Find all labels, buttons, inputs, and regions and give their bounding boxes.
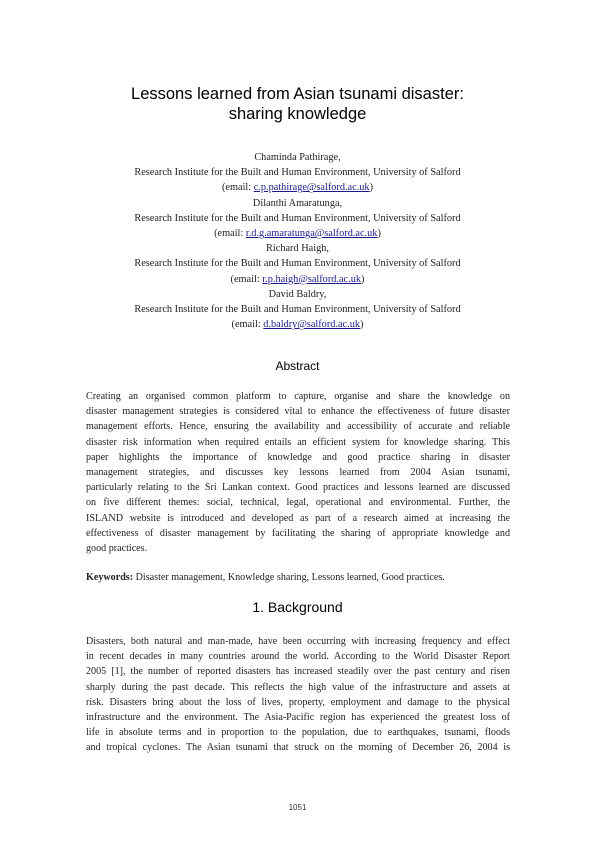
- author-name: Chaminda Pathirage,: [254, 152, 341, 163]
- paper-title: [60, 84, 535, 124]
- author-affiliation: Research Institute for the Built and Human Environment, University of Salford: [134, 304, 461, 316]
- email-prefix: (email:: [214, 228, 246, 240]
- author-affiliation: Research Institute for the Built and Human Environment, University of Salford: [134, 212, 461, 224]
- email-suffix: ): [369, 182, 374, 194]
- email-prefix: (email:: [230, 273, 263, 285]
- author-entry: [60, 241, 535, 287]
- abstract-line: ISLAND website is introduced and developed as part of a research aimed at increasing the: [86, 512, 510, 524]
- author-block: [60, 150, 535, 332]
- author-email-link[interactable]: c.p.pathirage@salford.ac.uk: [253, 182, 370, 194]
- background-line: Disasters, both natural and man-made, have been occurring with increasing frequency and effect: [86, 636, 510, 647]
- page-number: 1051: [288, 803, 307, 812]
- abstract-line: disaster management strategies is considered vital to enhance the effectiveness of future disaster: [86, 406, 510, 418]
- email-prefix: (email:: [221, 182, 254, 194]
- email-suffix: ): [377, 228, 381, 240]
- author-email-link[interactable]: d.baldry@salford.ac.uk: [263, 319, 360, 331]
- background-line: sharply during the past decade. This reflects the high value of the infrastructure and assets at: [86, 681, 510, 693]
- author-email-line: [60, 180, 535, 195]
- author-name: Dilanthi Amaratunga,: [252, 197, 343, 209]
- abstract-line: management efforts. Hence, ensuring the availability and accessibility of accurate and reliable: [86, 421, 510, 433]
- background-line: infrastructure and the environment. The Asia-Pacific region has experienced the greatest loss of: [86, 712, 510, 724]
- author-entry: [60, 150, 535, 196]
- author-entry: [60, 287, 535, 333]
- background-line: risk. Disasters bring about the loss of lives, property, employment and damage to the physical: [86, 696, 510, 708]
- abstract-line: good practices.: [86, 543, 148, 555]
- email-suffix: ): [361, 273, 365, 285]
- author-affiliation: Research Institute for the Built and Human Environment, University of Salford: [134, 167, 461, 179]
- author-email-line: [60, 226, 535, 241]
- author-entry: [60, 196, 535, 242]
- author-email-link[interactable]: r.p.haigh@salford.ac.uk: [262, 273, 361, 285]
- abstract-line: management strategies, and discusses key lessons learned from 2004 Asian tsunami,: [86, 467, 510, 479]
- email-suffix: ): [360, 319, 364, 331]
- abstract-line: paper highlights the importance of knowledge and good practice sharing in disaster: [86, 451, 510, 463]
- author-email-link[interactable]: r.d.g.amaratunga@salford.ac.uk: [245, 228, 378, 240]
- title-line-2: sharing knowledge: [228, 105, 367, 123]
- author-affiliation: Research Institute for the Built and Human Environment, University of Salford: [134, 258, 461, 270]
- abstract-heading: Abstract: [275, 359, 320, 373]
- background-line: and tropical cyclones. The Asian tsunami that struck on the morning of December 26, 2004 is: [86, 742, 510, 754]
- section-heading-background: 1. Background: [252, 599, 343, 615]
- background-line: 2005 [1], the number of reported disasters has increased steadily over the past century and risen: [86, 666, 510, 678]
- abstract-line: on five different themes: social, technical, legal, operational and environmental. Further, the: [86, 497, 510, 509]
- title-line-1: Lessons learned from Asian tsunami disaster:: [131, 85, 464, 103]
- abstract-line: disaster risk information when required entails an efficient system for knowledge sharing. This: [86, 436, 510, 448]
- background-body: [86, 634, 510, 756]
- abstract-line: Creating an organised common platform to capture, organise and share the knowledge on: [86, 391, 510, 402]
- keywords-text: Disaster management, Knowledge sharing, Lessons learned, Good practices.: [133, 572, 445, 583]
- author-name: David Baldry,: [268, 288, 327, 300]
- email-prefix: (email:: [231, 319, 264, 331]
- keywords-line: [86, 570, 510, 585]
- author-email-line: [60, 317, 535, 332]
- background-line: in recent decades in many countries around the world. According to the World Disaster Report: [86, 651, 510, 663]
- background-line: life in absolute terms and in proportion to the population, due to earthquakes, tsunami, floods: [86, 727, 510, 739]
- author-name: Richard Haigh,: [266, 243, 329, 255]
- abstract-line: effectiveness of disaster management by facilitating the sharing of appropriate knowledge and: [86, 527, 510, 539]
- abstract-body: [86, 389, 510, 556]
- keywords-label: Keywords:: [86, 572, 134, 583]
- abstract-line: particularly relating to the Sri Lankan context. Good practices and lessons learned are discussed: [86, 482, 510, 494]
- author-email-line: [60, 272, 535, 287]
